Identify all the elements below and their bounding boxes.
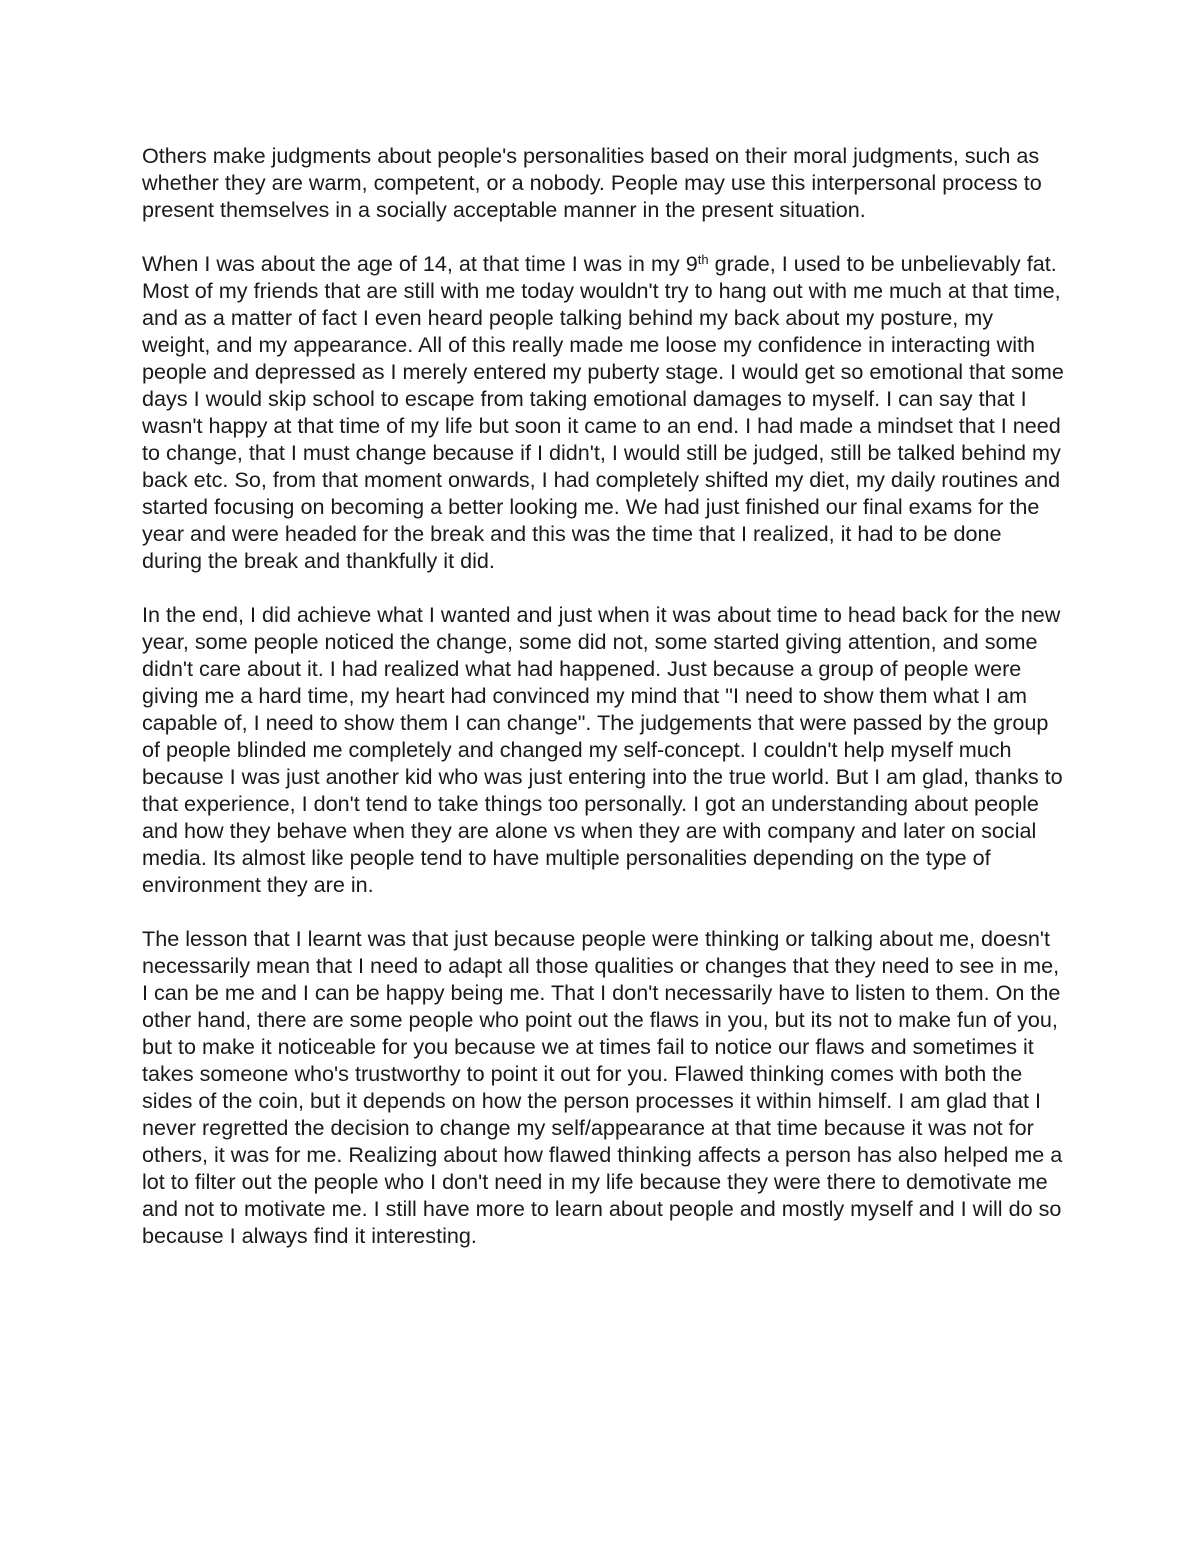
paragraph-2-text-before: When I was about the age of 14, at that time I was in my 9 bbox=[142, 251, 698, 276]
paragraph-3: In the end, I did achieve what I wanted and just when it was about time to head back for the new year, some people noticed the change, some did not, some started giving attention, and some didn't care about it. I had realized what had happened. Just because a group of people were giving me a hard time, my heart had convinced my mind that "I need to show them what I am capable of, I need to show them I can change". The judgements that were passed by the group of people blinded me completely and changed my self-concept. I couldn't help myself much because I was just another kid who was just entering into the true world. But I am glad, thanks to that experience, I don't tend to take things too personally. I got an understanding about people and how they behave when they are alone vs when they are with company and later on social media. Its almost like people tend to have multiple personalities depending on the type of environment they are in. bbox=[142, 602, 1063, 897]
paragraph-2-text-after: grade, I used to be unbelievably fat. Most of my friends that are still with me today wouldn't try to hang out with me much at that time, and as a matter of fact I even heard people talking behind my back about my posture, my weight, and my appearance. All of this really made me loose my confidence in interacting with people and depressed as I merely entered my puberty stage. I would get so emotional that some days I would skip school to escape from taking emotional damages to myself. I can say that I wasn't happy at that time of my life but soon it came to an end. I had made a mindset that I need to change, that I must change because if I didn't, I would still be judged, still be talked behind my back etc. So, from that moment onwards, I had completely shifted my diet, my daily routines and started focusing on becoming a better looking me. We had just finished our final exams for the year and were headed for the break and this was the time that I realized, it had to be done during the break and thankfully it did. bbox=[142, 251, 1064, 573]
paragraph-2 bbox=[142, 250, 1067, 574]
paragraph-4: The lesson that I learnt was that just because people were thinking or talking about me, doesn't necessarily mean that I need to adapt all those qualities or changes that they need to see in me, I can be me and I can be happy being me. That I don't necessarily have to listen to them. On the other hand, there are some people who point out the flaws in you, but its not to make fun of you, but to make it noticeable for you because we at times fail to notice our flaws and sometimes it takes someone who's trustworthy to point it out for you. Flawed thinking comes with both the sides of the coin, but it depends on how the person processes it within himself. I am glad that I never regretted the decision to change my self/appearance at that time because it was not for others, it was for me. Realizing about how flawed thinking affects a person has also helped me a lot to filter out the people who I don't need in my life because they were there to demotivate me and not to motivate me. I still have more to learn about people and mostly myself and I will do so because I always find it interesting. bbox=[142, 926, 1063, 1248]
document-body bbox=[142, 142, 1067, 1249]
ordinal-superscript: th bbox=[697, 252, 709, 267]
paragraph-1: Others make judgments about people's personalities based on their moral judgments, such as whether they are warm, competent, or a nobody. People may use this interpersonal process to present themselves in a socially acceptable manner in the present situation. bbox=[142, 143, 1042, 222]
